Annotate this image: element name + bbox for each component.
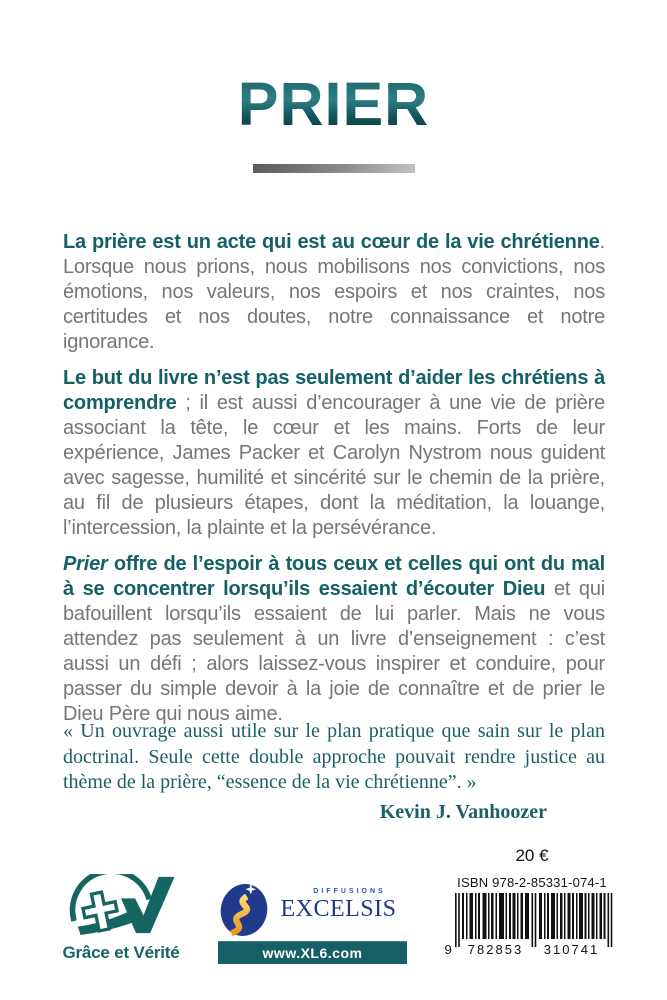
price-block — [443, 846, 621, 959]
title-divider — [253, 164, 415, 173]
lead-text: La prière est un acte qui est au cœur de la vie chrétienne — [63, 231, 600, 253]
body-text: . Lorsque nous prions, nous mobilisons nos convictions, nos émotions, nos valeurs, nos espoirs et nos craintes, nos certitudes et nos doutes, notre connaissance et notre ignorance. — [63, 231, 605, 353]
price-label: 20 € — [515, 846, 549, 865]
isbn-label: ISBN 978-2-85331-074-1 — [457, 875, 607, 890]
body-text: et qui bafouillent lorsqu’ils essaient de lui parler. Mais ne vous attendez pas seulement à un livre d’enseignement : c’est aussi un défi ; alors laissez-vous inspirer et conduire, pour passer du simple devoir à la joie de connaître et de prier le Dieu Père qui nous aime. — [63, 578, 605, 725]
website-label: www.XL6.com — [262, 945, 363, 961]
lead-text: Le but du livre n’est pas seulement d’aider les chrétiens à comprendre — [63, 367, 605, 414]
paragraph — [63, 230, 605, 355]
paragraph — [63, 366, 605, 541]
grace-et-verite-logo-mark — [62, 874, 180, 936]
lead-text: offre de l’espoir à tous ceux et celles qui ont du mal à se concentrer lorsqu’ils essaient d’écouter Dieu — [63, 553, 605, 600]
grace-et-verite-logo — [55, 874, 187, 963]
excelsis-logo — [218, 882, 407, 964]
xl6-banner — [218, 941, 407, 964]
barcode-digit-group1: 782853 — [467, 942, 524, 957]
synopsis — [63, 230, 605, 738]
body-text: ; il est aussi d’encourager à une vie de prière associant la tête, le cœur et les mains. Forts de leur expérience, James Packer et Carolyn Nystrom nous guident avec sagesse, humilité et sincérité sur le chemin de la prière, au fil de plusieurs étapes, dont la méditation, la louange, l’intercession, la plainte et la persévérance. — [63, 392, 605, 539]
grace-et-verite-label: Grâce et Vérité — [62, 943, 180, 962]
page-title: PRIER — [0, 74, 667, 135]
barcode-digit-left: 9 — [444, 942, 452, 957]
paragraph — [63, 552, 605, 727]
diffusions-label: DIFFUSIONS — [313, 888, 386, 895]
barcode — [445, 893, 620, 959]
book-title-italic: Prier — [63, 553, 108, 575]
excelsis-label: EXCELSIS — [280, 896, 397, 922]
excelsis-oval-icon — [218, 882, 270, 938]
review-quote: « Un ouvrage aussi utile sur le plan pratique que sain sur le plan doctrinal. Seule cette double approche pouvait rendre justice au thème de la prière, “essence de la vie chrétienne”. » — [63, 720, 605, 793]
quote-attribution: Kevin J. Vanhoozer — [379, 801, 547, 823]
v-shape — [121, 877, 175, 933]
barcode-digit-group2: 310741 — [543, 942, 600, 957]
